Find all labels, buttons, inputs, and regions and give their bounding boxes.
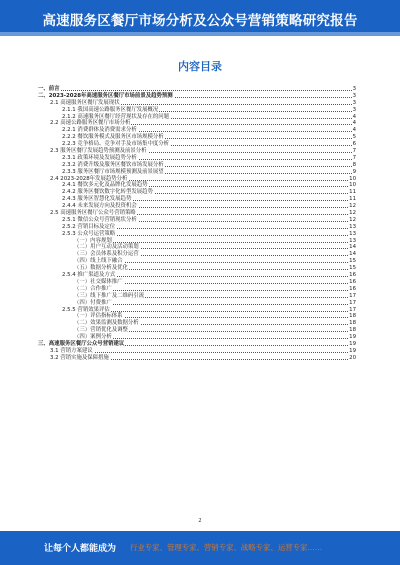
toc-entry[interactable] <box>38 203 356 210</box>
toc-entry-text: 2.3.3 服务区餐厅市场规模预测及前景展望 <box>62 168 164 175</box>
toc-entry[interactable] <box>38 100 356 107</box>
toc-entry-page: 3 <box>352 86 356 92</box>
toc-entry[interactable] <box>38 148 356 155</box>
toc-entry-page: 7 <box>352 154 356 161</box>
toc-entry-page: 3 <box>352 106 356 113</box>
footer-slogan: 让每个人都能成为 <box>44 544 117 554</box>
toc-leader-dots <box>50 352 352 353</box>
toc-entry-page: 18 <box>349 320 356 327</box>
header-stripe <box>0 32 400 36</box>
toc-entry[interactable] <box>38 293 356 300</box>
toc-entry-page: 19 <box>349 347 356 354</box>
toc-entry-page: 18 <box>349 313 356 320</box>
toc-entry-page: 10 <box>349 175 356 182</box>
toc-entry-page: 3 <box>352 92 356 99</box>
toc-entry-page: 19 <box>349 334 356 341</box>
toc-entry[interactable] <box>38 141 356 148</box>
toc-entry-page: 12 <box>349 210 356 217</box>
toc-entry-page: 13 <box>349 223 356 230</box>
toc-entry-page: 17 <box>349 306 356 313</box>
toc-entry-page: 16 <box>349 272 356 279</box>
toc-entry-text: 3.1 营销方案建议 <box>50 347 93 354</box>
toc-entry-text: 2.5.1 微信公众号营销现状分析 <box>62 216 137 223</box>
toc-title: 内容目录 <box>178 60 222 73</box>
toc-entry-text: 2.2.2 餐饮服务模式及服务区市场规模分析 <box>62 134 164 141</box>
toc-entry-page: 4 <box>352 113 356 120</box>
toc-entry[interactable] <box>38 224 356 231</box>
toc-entry-page: 9 <box>352 168 356 175</box>
toc-entry-page: 8 <box>352 161 356 168</box>
table-of-contents <box>38 86 356 362</box>
toc-entry-page: 14 <box>349 251 356 258</box>
toc-entry-page: 13 <box>349 230 356 237</box>
toc-entry-text: （三）营销优化及调整 <box>74 327 128 334</box>
toc-entry-text: 2.2.3 竞争格局、竞争对手及市场集中度分析 <box>62 141 170 148</box>
toc-entry-text: 2.2 高速公路服务区餐厅市场分析 <box>50 120 131 127</box>
toc-entry-text: 2.5.3 公众号运营策略 <box>62 230 116 237</box>
report-header-bar <box>0 0 400 36</box>
toc-entry-text: 2.1 高速服务区餐厅发展现状 <box>50 99 120 106</box>
toc-entry-text: 2.5.4 推广渠道及方式 <box>62 272 116 279</box>
toc-entry-text: （一）评估指标体系 <box>74 313 123 320</box>
toc-entry-page: 10 <box>349 182 356 189</box>
toc-entry-text: 2.3 服务区餐厅发展趋势预测及前景分析 <box>50 148 147 155</box>
footer-tagline: 行业专家、管理专家、营销专家、战略专家、运营专家…… <box>130 543 323 552</box>
toc-entry-page: 18 <box>349 327 356 334</box>
toc-entry[interactable] <box>38 334 356 341</box>
toc-entry-page: 19 <box>349 340 356 347</box>
toc-entry-text: 2.4 2023-2028年发展趋势分析 <box>50 175 128 182</box>
toc-entry-page: 6 <box>352 141 356 148</box>
toc-entry-page: 17 <box>349 299 356 306</box>
toc-entry[interactable] <box>38 162 356 169</box>
toc-leader-dots <box>74 290 352 291</box>
toc-entry-text: 2.4.3 服务区智慧化发展趋势 <box>62 196 132 203</box>
toc-leader-dots <box>74 338 352 339</box>
toc-entry-page: 11 <box>349 189 356 196</box>
toc-entry[interactable] <box>38 169 356 176</box>
toc-entry-text: 二、2023-2028年高速服务区餐厅市场前景及趋势预测 <box>38 92 173 99</box>
toc-entry-page: 13 <box>349 237 356 244</box>
toc-entry-page: 5 <box>352 134 356 141</box>
toc-entry-text: 2.3.1 政策环境及发展趋势分析 <box>62 154 137 161</box>
toc-entry-text: （一）内容规划 <box>74 237 112 244</box>
toc-entry[interactable] <box>38 86 356 93</box>
toc-entry-page: 16 <box>349 278 356 285</box>
toc-entry-page: 12 <box>349 203 356 210</box>
toc-entry[interactable] <box>38 93 356 100</box>
toc-entry-page: 7 <box>352 148 356 155</box>
toc-entry-page: 20 <box>349 354 356 361</box>
toc-entry[interactable] <box>38 272 356 279</box>
toc-entry-page: 15 <box>349 258 356 265</box>
toc-entry[interactable] <box>38 217 356 224</box>
toc-entry-text: （二）合作推广 <box>74 285 112 292</box>
toc-entry-text: （二）效果监测及数据分析 <box>74 320 139 327</box>
toc-entry-text: （四）案例分析 <box>74 334 112 341</box>
toc-entry-text: 2.3.2 消费升级及服务区餐饮市场发展分析 <box>62 161 164 168</box>
toc-entry-text: 三、高速服务区餐厅公众号营销建议 <box>38 340 125 347</box>
toc-entry-text: （四）线上线下融合 <box>74 258 123 265</box>
toc-entry[interactable] <box>38 355 356 362</box>
page-number: 2 <box>198 518 202 524</box>
toc-entry[interactable] <box>38 155 356 162</box>
toc-entry[interactable] <box>38 265 356 272</box>
toc-entry-text: 2.4.4 未来发展方向及投资机会 <box>62 203 137 210</box>
toc-entry[interactable] <box>38 210 356 217</box>
toc-entry-page: 3 <box>352 99 356 106</box>
toc-entry-page: 4 <box>352 120 356 127</box>
toc-entry-text: 2.2.1 消费群体及消费需求分析 <box>62 127 137 134</box>
toc-entry-text: （四）付费推广 <box>74 299 112 306</box>
toc-entry[interactable] <box>38 107 356 114</box>
toc-entry[interactable] <box>38 341 356 348</box>
toc-leader-dots <box>74 242 352 243</box>
toc-entry-text: 2.5 高速服务区餐厅公众号营销策略 <box>50 210 136 217</box>
toc-entry-text: 一、前言 <box>38 86 60 92</box>
footer-bar <box>0 531 400 565</box>
toc-entry-text: （五）数据分析及优化 <box>74 265 128 272</box>
toc-entry-page: 12 <box>349 216 356 223</box>
toc-leader-dots <box>74 304 352 305</box>
toc-entry-text: 2.5.2 营销目标及定位 <box>62 223 116 230</box>
toc-entry-page: 16 <box>349 285 356 292</box>
toc-entry-text: 2.5.5 营销效果评估 <box>62 306 110 313</box>
toc-entry-text: （三）线下推广及二维码引流 <box>74 292 145 299</box>
toc-entry-page: 4 <box>352 127 356 134</box>
toc-entry-page: 15 <box>349 265 356 272</box>
toc-entry[interactable] <box>38 279 356 286</box>
toc-entry[interactable] <box>38 231 356 238</box>
toc-entry-text: 2.1.1 我国高速公路服务区餐厅发展概况 <box>62 106 159 113</box>
toc-entry[interactable] <box>38 348 356 355</box>
toc-entry-text: 2.1.2 高速服务区餐厅经营现状及存在的问题 <box>62 113 170 120</box>
toc-entry-text: 3.2 营销实施及保障措施 <box>50 354 109 361</box>
toc-leader-dots <box>38 90 352 91</box>
toc-entry-page: 17 <box>349 292 356 299</box>
toc-entry-page: 11 <box>349 196 356 203</box>
toc-entry-text: （三）会员体系及积分运营 <box>74 251 139 258</box>
toc-entry[interactable] <box>38 300 356 307</box>
toc-entry-text: 2.4.2 服务区餐饮数字化转型发展趋势 <box>62 189 153 196</box>
toc-entry-text: （二）用户互动及活动策划 <box>74 244 139 251</box>
toc-entry-text: （一）社交媒体推广 <box>74 278 123 285</box>
report-title: 高速服务区餐厅市场分析及公众号营销策略研究报告 <box>42 13 358 29</box>
toc-entry[interactable] <box>38 286 356 293</box>
toc-entry-text: 2.4.1 餐饮多元化及品牌化发展趋势 <box>62 182 148 189</box>
toc-entry-page: 14 <box>349 244 356 251</box>
